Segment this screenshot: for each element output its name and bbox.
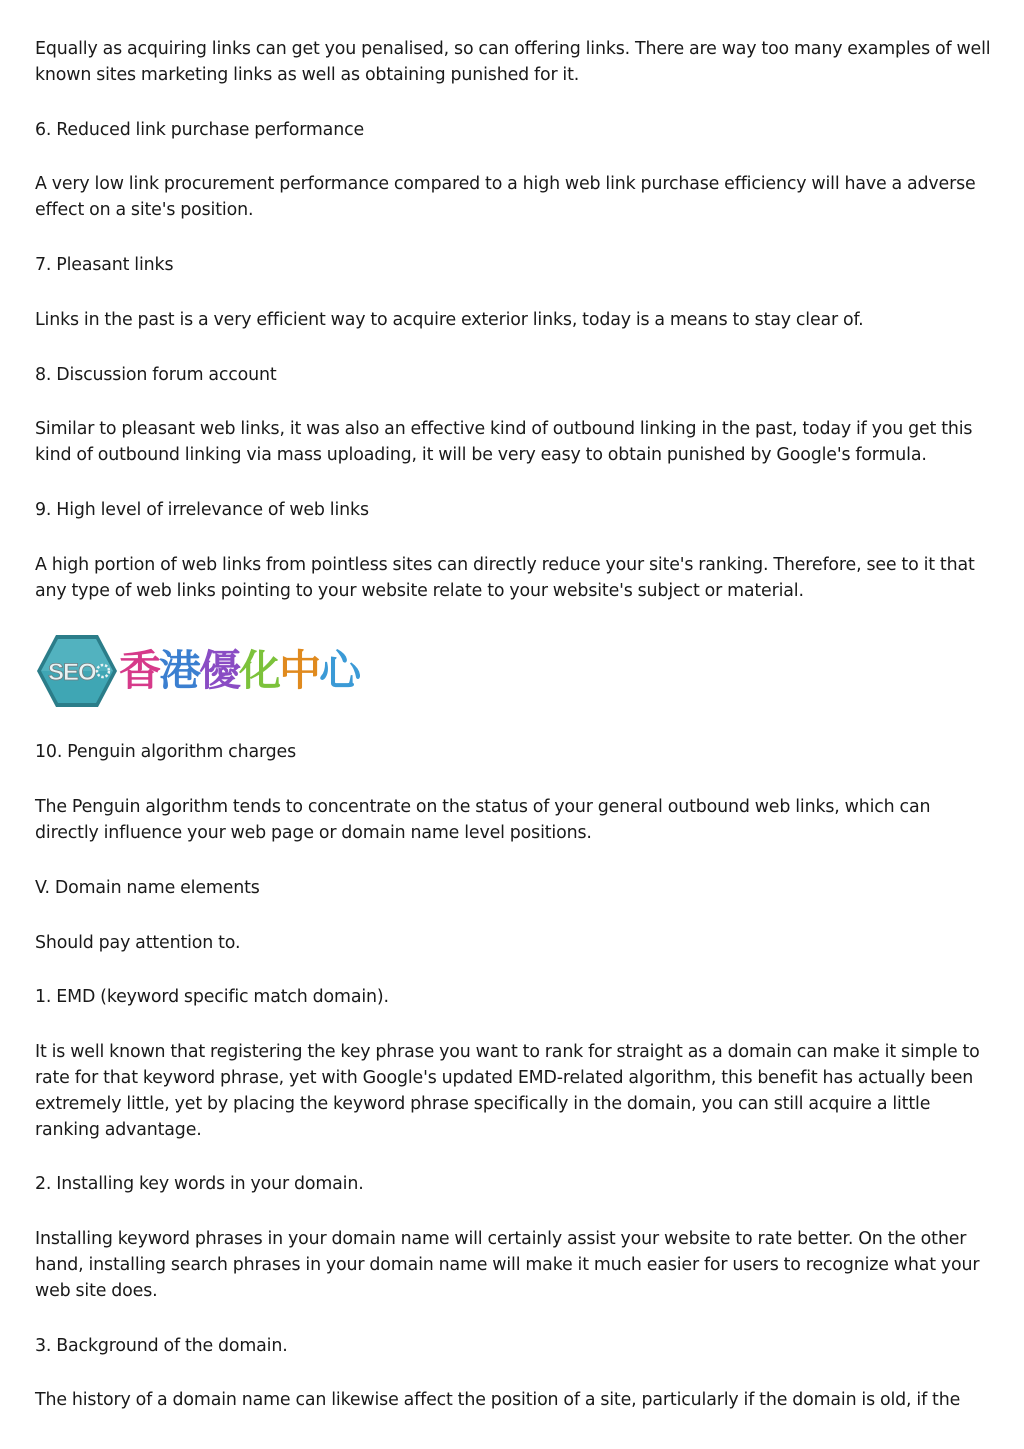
logo-chinese-title [119,641,359,701]
paragraph-penguin: The Penguin algorithm tends to concentrate on the status of your general outbound web links, which can directly influence your web page or domain name level positions. [35,797,931,843]
heading-domain-elements: V. Domain name elements [35,877,260,898]
logo-char-4: 化 [239,646,280,696]
logo-char-2: 港 [159,646,200,696]
paragraph-pleasant-links: Links in the past is a very efficient way to acquire exterior links, today is a means to stay clear of. [35,309,864,330]
seo-hexagon-badge [35,633,119,709]
seo-center-logo [35,633,381,713]
heading-installing-keywords: 2. Installing key words in your domain. [35,1174,364,1195]
heading-link-purchase-performance: 6. Reduced link purchase performance [35,119,365,140]
logo-char-1: 香 [119,646,160,696]
seo-badge-text: SEO [48,659,96,687]
paragraph-emd: It is well known that registering the key phrase you want to rank for straight as a domain can make it simple to rate for that keyword phrase, yet with Google's updated EMD-related algorithm, this benefit has actually been extremely little, yet by placing the keyword phrase specifically in the domain, you can still acquire a little ranking advantage. [35,1042,980,1140]
paragraph-irrelevance: A high portion of web links from pointless sites can directly reduce your site's ranking. Therefore, see to it that any type of web links pointing to your website relate to your website's subject or material. [35,554,975,601]
logo-char-5: 中 [279,646,320,696]
paragraph-domain-history: The history of a domain name can likewise affect the position of a site, particularly if the domain is old, if the [35,1390,961,1411]
heading-domain-background: 3. Background of the domain. [35,1335,288,1356]
heading-pleasant-links: 7. Pleasant links [35,254,174,275]
paragraph-pay-attention: Should pay attention to. [35,932,241,953]
heading-forum-account: 8. Discussion forum account [35,364,277,385]
heading-irrelevance: 9. High level of irrelevance of web links [35,499,369,520]
paragraph-link-procurement: A very low link procurement performance compared to a high web link purchase efficiency will have a adverse effect on a site's position. [35,174,976,221]
heading-emd: 1. EMD (keyword specific match domain). [35,987,389,1008]
paragraph-installing-keywords: Installing keyword phrases in your domain name will certainly assist your website to rate better. On the other hand, installing search phrases in your domain name will make it much easier for users to recognize what your web site does. [35,1229,980,1301]
paragraph-forum-account: Similar to pleasant web links, it was also an effective kind of outbound linking in the past, today if you get this kind of outbound linking via mass uploading, it will be very easy to obtain punished by Google's formula. [35,419,973,466]
heading-penguin: 10. Penguin algorithm charges [35,742,297,763]
paragraph-offering-links: Equally as acquiring links can get you penalised, so can offering links. There are way too many examples of well known sites marketing links as well as obtaining punished for it. [35,39,991,85]
logo-char-3: 優 [199,646,240,696]
logo-char-6: 心 [319,646,360,696]
document-page [35,37,993,1443]
